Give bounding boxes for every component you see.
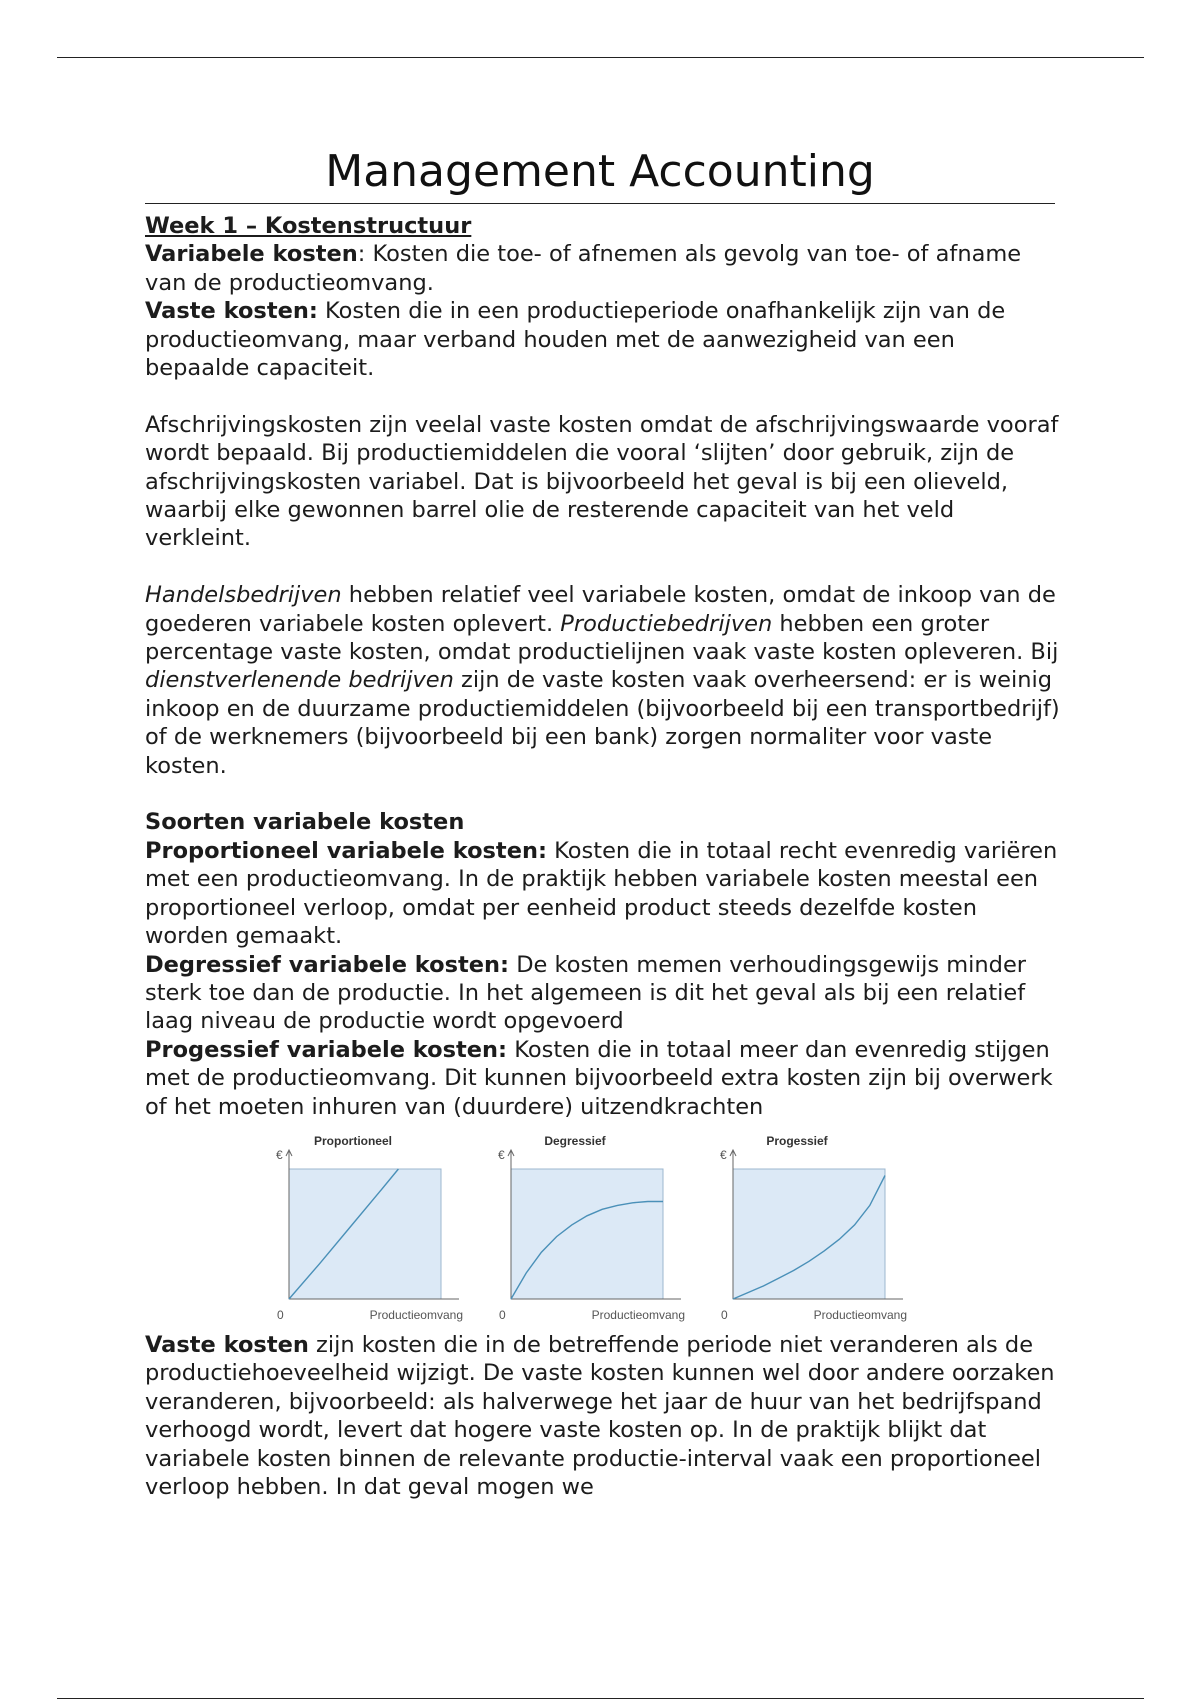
- x-axis-label: Productieomvang: [813, 1307, 907, 1322]
- chart-svg-1: [489, 1129, 689, 1329]
- chart-title: Degressief: [544, 1133, 606, 1148]
- section-heading: Soorten variabele kosten: [145, 809, 465, 836]
- paragraph-variabele-kosten: Variabele kosten: Kosten die toe- of afnemen als gevolg van toe- of afname van de productieomvang.: [145, 241, 1022, 296]
- paragraph-afschrijvingskosten: Afschrijvingskosten zijn veelal vaste kosten omdat de afschrijvingswaarde vooraf wordt bepaald. Bij productiemiddelen die vooral ‘slijten’ door gebruik, zijn de afschrijvingskosten variabel. Dat is bijvoorbeeld het geval is bij een olieveld, waarbij elke gewonnen barrel olie de resterende capaciteit van het veld verkleint.: [145, 411, 1059, 552]
- plot-area: [733, 1169, 885, 1299]
- chart-svg-0: [267, 1129, 467, 1329]
- origin-label: 0: [499, 1307, 506, 1322]
- cost-curve-charts: [129, 1129, 1049, 1329]
- x-axis-label: Productieomvang: [369, 1307, 463, 1322]
- y-axis-label: €: [276, 1147, 283, 1162]
- chart-title: Proportioneel: [313, 1133, 393, 1148]
- origin-label: 0: [721, 1307, 728, 1322]
- paragraph-progressief: Progessief variabele kosten: Kosten die in totaal meer dan evenredig stijgen met de productieomvang. Dit kunnen bijvoorbeeld extra kosten zijn bij overwerk of het moeten inhuren van (duurdere) uitzendkrachten: [145, 1036, 1053, 1120]
- chart-2: [711, 1129, 911, 1329]
- term-variabele-kosten: Variabele kosten: [145, 241, 358, 268]
- paragraph-proportioneel: Proportioneel variabele kosten: Kosten die in totaal recht evenredig variëren met een productieomvang. In de praktijk hebben variabele kosten meestal een proportioneel verloop, omdat per eenheid product steeds dezelfde kosten worden gemaakt.: [145, 837, 1058, 950]
- origin-label: 0: [277, 1307, 284, 1322]
- paragraph-bedrijfstypen: Handelsbedrijven hebben relatief veel variabele kosten, omdat de inkoop van de goederen variabele kosten oplevert. Productiebedrijven hebben een groter percentage vaste kosten, omdat productielijnen vaak vaste kosten opleveren. Bij dienstverlenende bedrijven zijn de vaste kosten vaak overheersend: er is weinig inkoop en de duurzame productiemiddelen (bijvoorbeeld bij een transportbedrijf) of de werknemers (bijvoorbeeld bij een bank) zorgen normaliter voor vaste kosten.: [145, 582, 1060, 779]
- document-body: [145, 212, 1065, 1501]
- plot-area: [289, 1169, 441, 1299]
- document-title: Management Accounting: [145, 143, 1055, 204]
- x-axis-label: Productieomvang: [591, 1307, 685, 1322]
- week-heading: Week 1 – Kostenstructuur: [145, 213, 472, 239]
- top-rule: [57, 57, 1144, 58]
- paragraph-vaste-kosten: Vaste kosten: Kosten die in een productieperiode onafhankelijk zijn van de productieomvang, maar verband houden met de aanwezigheid van een bepaalde capaciteit.: [145, 298, 1006, 382]
- chart-title: Progessief: [766, 1133, 828, 1148]
- chart-svg-2: [711, 1129, 911, 1329]
- term-vaste-kosten: Vaste kosten:: [145, 298, 318, 325]
- plot-area: [511, 1169, 663, 1299]
- y-axis-label: €: [720, 1147, 727, 1162]
- chart-0: [267, 1129, 467, 1329]
- chart-1: [489, 1129, 689, 1329]
- y-axis-label: €: [498, 1147, 505, 1162]
- paragraph-vaste-kosten-detail: Vaste kosten zijn kosten die in de betreffende periode niet veranderen als de productiehoeveelheid wijzigt. De vaste kosten kunnen wel door andere oorzaken veranderen, bijvoorbeeld: als halverwege het jaar de huur van het bedrijfspand verhoogd wordt, levert dat hogere vaste kosten op. In de praktijk blijkt dat variabele kosten binnen de relevante productie-interval vaak een proportioneel verloop hebben. In dat geval mogen we: [145, 1331, 1055, 1500]
- paragraph-degressief: Degressief variabele kosten: De kosten memen verhoudingsgewijs minder sterk toe dan de productie. In het algemeen is dit het geval als bij een relatief laag niveau de productie wordt opgevoerd: [145, 951, 1027, 1035]
- bottom-rule: [57, 1698, 1144, 1699]
